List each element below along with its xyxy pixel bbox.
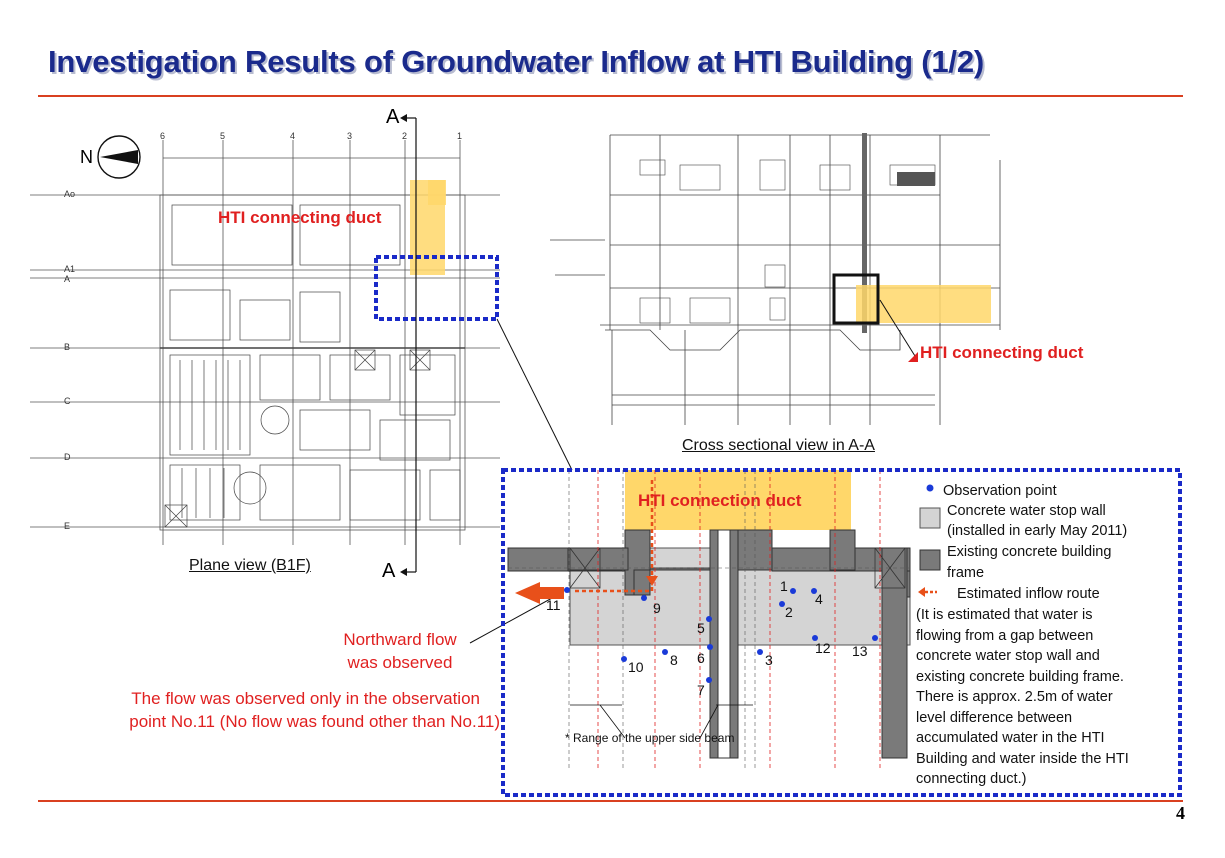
plan-col-3: 3: [347, 131, 353, 141]
plan-col-4: 4: [290, 131, 296, 141]
beam-range-note: * Range of the upper side beam: [565, 731, 735, 745]
section-duct-label: HTI connecting duct: [920, 343, 1084, 362]
plan-row-b: B: [64, 342, 71, 352]
point-13: [872, 635, 878, 641]
explanation-line: level difference between: [916, 709, 1073, 726]
point-11: [564, 587, 570, 593]
explanation-line: concrete water stop wall and: [916, 648, 1100, 664]
label-point-4: 4: [815, 591, 823, 607]
flow-observation-note: [38, 687, 500, 733]
legend-observation-point: Observation point: [943, 483, 1057, 499]
label-point-13: 13: [852, 643, 868, 659]
legend-wall-line2: (installed in early May 2011): [947, 523, 1128, 539]
section-marker-top: A: [386, 106, 400, 128]
point-9: [641, 595, 647, 601]
label-point-11: 11: [546, 597, 561, 613]
point-3: [757, 649, 763, 655]
northward-line2: was observed: [347, 653, 453, 672]
legend-frame-line2: frame: [947, 565, 985, 581]
plan-row-a1: A1: [64, 264, 76, 274]
flow-note-line1: The flow was observed only in the observation: [131, 689, 480, 708]
explanation-line: (It is estimated that water is: [916, 607, 1093, 623]
northward-flow-note: [300, 628, 500, 674]
label-point-9: 9: [653, 600, 661, 616]
explanation-line: There is approx. 2.5m of water: [916, 689, 1113, 705]
explanation-line: existing concrete building frame.: [916, 668, 1124, 685]
plan-duct-label: HTI connecting duct: [218, 208, 382, 227]
label-point-10: 10: [628, 659, 644, 675]
label-point-5: 5: [697, 620, 705, 636]
legend-frame-swatch: [920, 550, 940, 570]
plan-row-c: C: [64, 396, 71, 406]
legend-wall-line1: Concrete water stop wall: [947, 503, 1106, 519]
label-point-6: 6: [697, 650, 705, 666]
point-1: [790, 588, 796, 594]
plan-row-ao: Ao: [64, 189, 76, 199]
label-point-12: 12: [815, 640, 831, 656]
label-point-7: 7: [697, 682, 705, 698]
flow-arrow-icon: [515, 582, 540, 604]
legend-frame-line1: Existing concrete building: [947, 544, 1112, 560]
plan-row-a: A: [64, 274, 71, 284]
explanation-line: Building and water inside the HTI: [916, 750, 1129, 767]
plan-col-2: 2: [402, 131, 408, 141]
explanation-line: accumulated water in the HTI: [916, 730, 1105, 746]
explanation-line: connecting duct.): [916, 771, 1027, 787]
detail-duct-label: HTI connection duct: [638, 491, 802, 510]
point-5: [706, 616, 712, 622]
label-point-2: 2: [785, 604, 793, 620]
plan-row-e: E: [64, 521, 71, 531]
point-8: [662, 649, 668, 655]
footer-rule: [38, 800, 1183, 802]
page-title: Investigation Results of Groundwater Inflow at HTI Building (1/2): [48, 44, 984, 79]
point-7: [706, 677, 712, 683]
north-label: N: [80, 147, 93, 167]
point-10: [621, 656, 627, 662]
point-6: [707, 644, 713, 650]
plan-col-1: 1: [457, 131, 463, 141]
plan-row-d: D: [64, 452, 71, 462]
section-marker-bottom: A: [382, 560, 396, 582]
legend-explanation: [916, 605, 1178, 790]
legend-point-icon: [927, 485, 934, 492]
label-point-1: 1: [780, 578, 788, 594]
label-point-8: 8: [670, 652, 678, 668]
legend-wall-swatch: [920, 508, 940, 528]
page-number: 4: [1176, 803, 1185, 823]
section-view-caption: Cross sectional view in A-A: [682, 437, 875, 454]
flow-note-line2: point No.11 (No flow was found other than No.11): [129, 712, 500, 731]
legend-inflow-route: Estimated inflow route: [957, 586, 1100, 602]
northward-line1: Northward flow: [343, 630, 457, 649]
plan-col-6: 6: [160, 131, 166, 141]
explanation-line: flowing from a gap between: [916, 627, 1094, 644]
plan-col-5: 5: [220, 131, 226, 141]
plan-view-caption: Plane view (B1F): [189, 557, 311, 574]
label-point-3: 3: [765, 652, 773, 668]
